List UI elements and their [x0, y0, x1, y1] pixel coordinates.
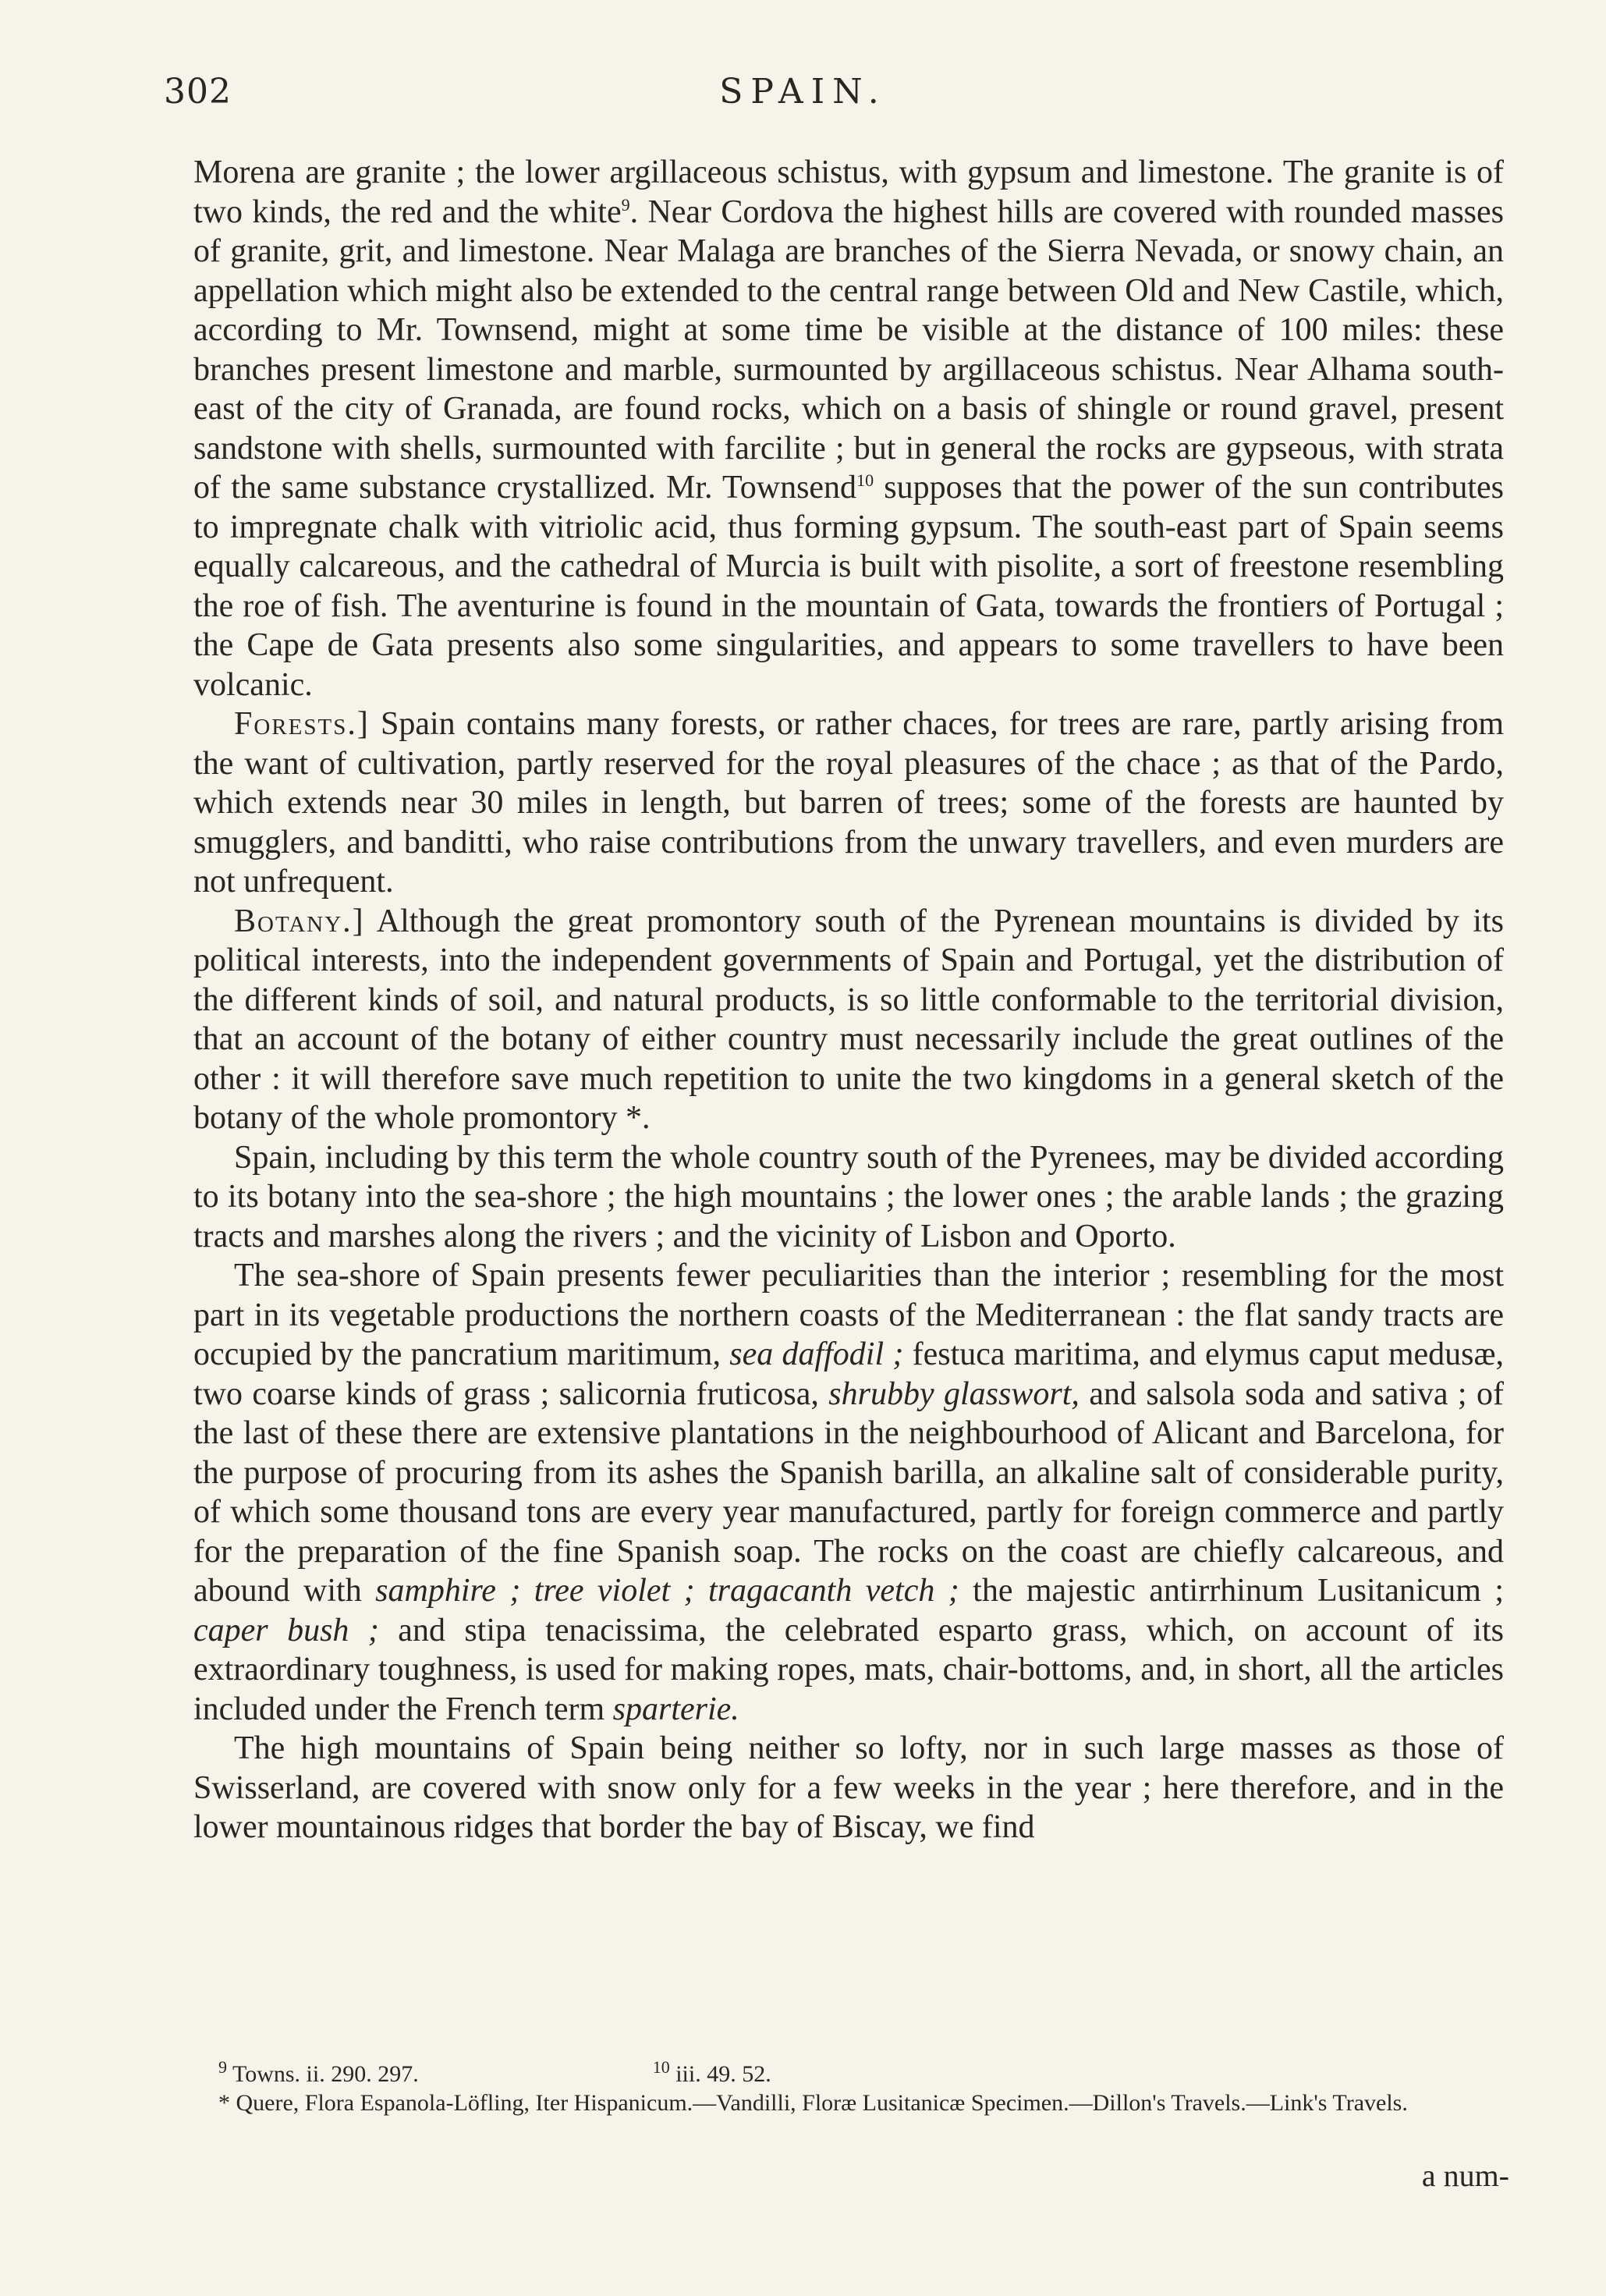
- section-label-forests: Forests.]: [234, 706, 370, 742]
- footnote-9-10: $^9$ Towns. ii. 290. 297. $^{10}$ iii. 49. 52.: [218, 2057, 771, 2087]
- footnote-star: * Quere, Flora Espanola-Löfling, Iter Hispanicum.—Vandilli, Floræ Lusitanicæ Specimen.—Dillon's Travels.—Link's Travels.: [218, 2090, 1408, 2116]
- footnotes: [193, 2057, 1512, 2117]
- page-number: 302: [164, 72, 232, 112]
- paragraph-botany: Botany.] Although the great promontory south of the Pyrenean mountains is divided by its political interests, into the independent governments of Spain and Portugal, yet the distribution of the different kinds of soil, and natural products, is so little conformable to the territorial division, that an account of the botany of either country must necessarily include the great outlines of the other : it will therefore save much repetition to unite the two kingdoms in a general sketch of the botany of the whole promontory *.: [193, 903, 1504, 1136]
- footnote-ref-10: 10: [856, 470, 874, 490]
- footnote-ref-9: 9: [621, 194, 630, 215]
- paragraph-forests: Forests.] Spain contains many forests, or rather chaces, for trees are rare, partly arising from the want of cultivation, partly reserved for the royal pleasures of the chace ; as that of the Pardo, which extends near 30 miles in length, but barren of trees; some of the forests are haunted by smugglers, and banditti, who raise contributions from the unwary travellers, and even murders are not unfrequent.: [193, 706, 1504, 900]
- page-header: [0, 72, 1606, 119]
- running-head: SPAIN.: [719, 72, 887, 112]
- paragraph-divisions: Spain, including by this term the whole country south of the Pyrenees, may be divided according to its botany into the sea-shore ; the high mountains ; the lower ones ; the arable lands ; the grazing tracts and marshes along the rivers ; and the vicinity of Lisbon and Oporto.: [193, 1139, 1504, 1254]
- paragraph-high-mountains: The high mountains of Spain being neither so lofty, nor in such large masses as those of Swisserland, are covered with snow only for a few weeks in the year ; here therefore, and in the lower mountainous ridges that border the bay of Biscay, we find: [193, 1730, 1504, 1845]
- catchword: a num-: [1421, 2158, 1509, 2193]
- section-label-botany: Botany.]: [234, 903, 365, 939]
- main-text: [193, 153, 1504, 1847]
- paragraph-geology: Morena are granite ; the lower argillaceous schistus, with gypsum and limestone. The granite is of two kinds, the red and the white$^9$. Near Cordova the highest hills are covered with rounded masses of granite, grit, and limestone. Near Malaga are branches of the Sierra Nevada, or snowy chain, an appellation which might also be extended to the central range between Old and New Castile, which, according to Mr. Townsend, might at some time be visible at the distance of 100 miles: these branches present limestone and marble, surmounted by argillaceous schistus. Near Alhama south-east of the city of Granada, are found rocks, which on a basis of shingle or round gravel, present sandstone with shells, surmounted with farcilite ; but in general the rocks are gypseous, with strata of the same substance crystallized. Mr. Townsend$^{10}$ supposes that the power of the sun contributes to impregnate chalk with vitriolic acid, thus forming gypsum. The south-east part of Spain seems equally calcareous, and the cathedral of Murcia is built with pisolite, a sort of freestone resembling the roe of fish. The aventurine is found in the mountain of Gata, towards the frontiers of Portugal ; the Cape de Gata presents also some singularities, and appears to some travellers to have been volcanic.: [193, 154, 1504, 703]
- paragraph-sea-shore: The sea-shore of Spain presents fewer peculiarities than the interior ; resembling for the most part in its vegetable productions the northern coasts of the Mediterranean : the flat sandy tracts are occupied by the pancratium maritimum, sea daffodil ; festuca maritima, and elymus caput medusæ, two coarse kinds of grass ; salicornia fruticosa, shrubby glasswort, and salsola soda and sativa ; of the last of these there are extensive plantations in the neighbourhood of Alicant and Barcelona, for the purpose of procuring from its ashes the Spanish barilla, an alkaline salt of considerable purity, of which some thousand tons are every year manufactured, partly for foreign commerce and partly for the preparation of the fine Spanish soap. The rocks on the coast are chiefly calcareous, and abound with samphire ; tree violet ; tragacanth vetch ; the majestic antirrhinum Lusitanicum ; caper bush ; and stipa tenacissima, the celebrated esparto grass, which, on account of its extraordinary toughness, is used for making ropes, mats, chair-bottoms, and, in short, all the articles included under the French term sparterie.: [193, 1258, 1505, 1727]
